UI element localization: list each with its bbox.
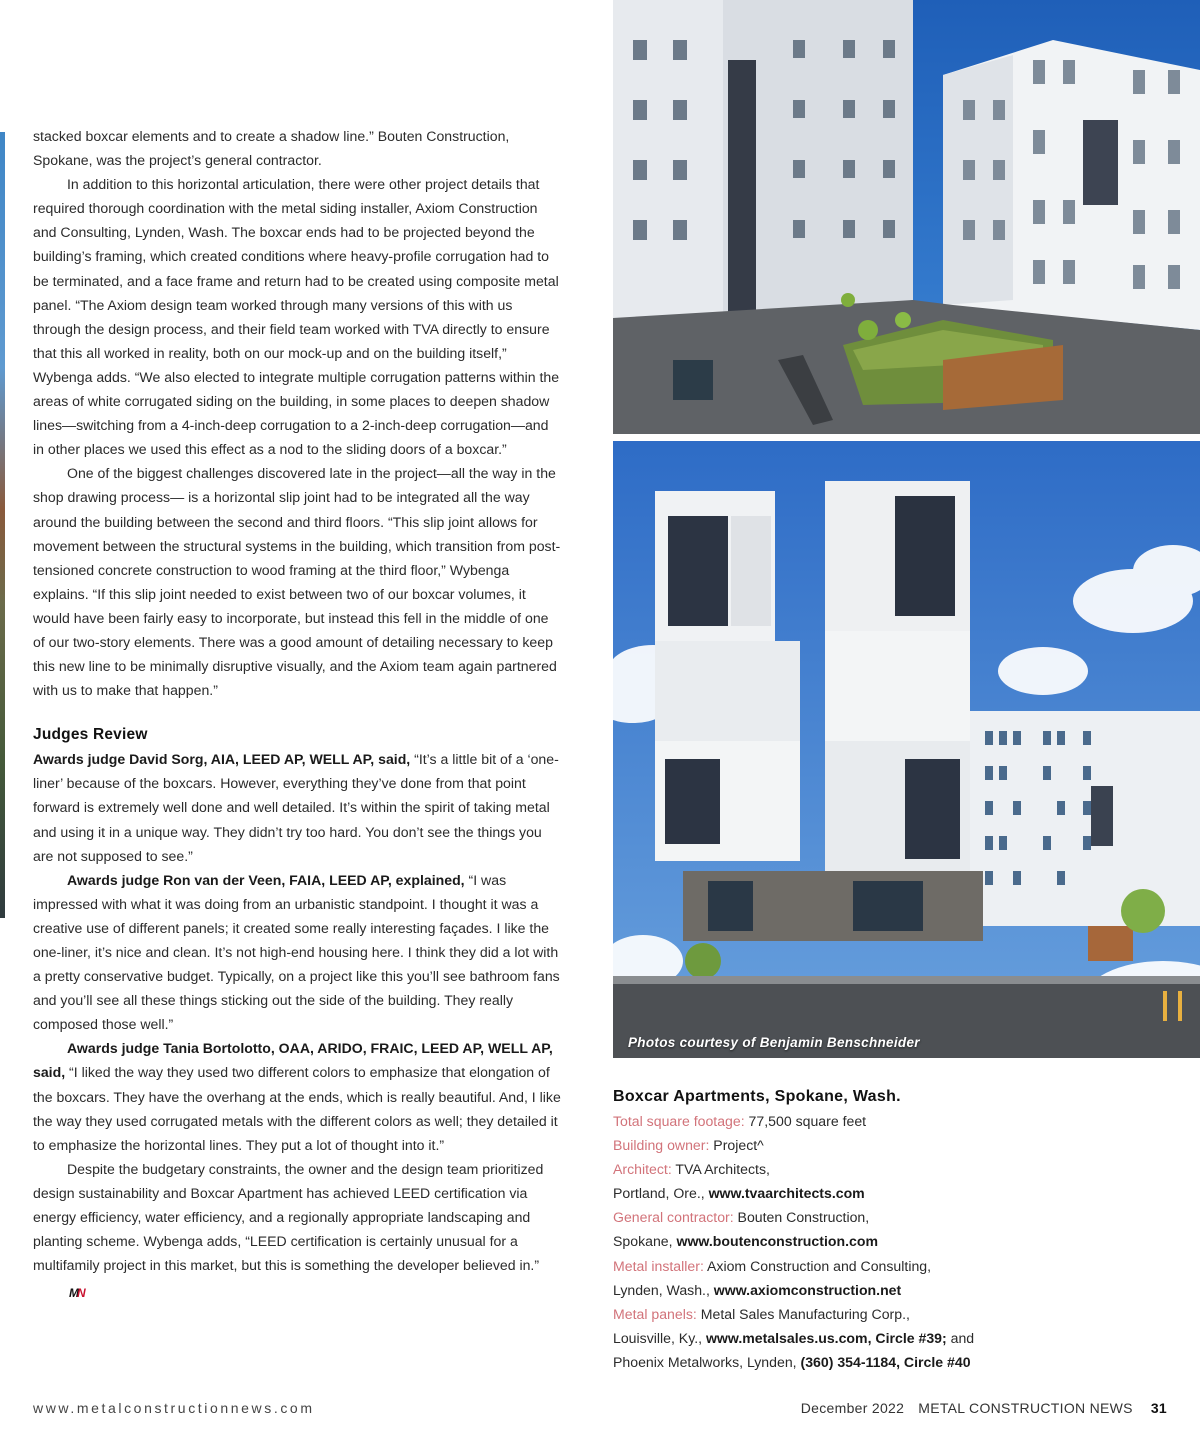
article-paragraph-final xyxy=(33,1157,563,1306)
info-row-building-owner: Building owner: Project^ xyxy=(613,1137,764,1154)
footer-website: www.metalconstructionnews.com xyxy=(33,1400,315,1416)
previous-page-photo-edge xyxy=(0,132,5,918)
project-title: Boxcar Apartments, Spokane, Wash. xyxy=(613,1088,901,1105)
info-row-panels-location: Louisville, Ky., www.metalsales.us.com, Circle #39; and xyxy=(613,1329,975,1346)
end-mark-logo: MN xyxy=(69,1286,84,1301)
info-row-gc-location: Spokane, www.boutenconstruction.com xyxy=(613,1233,878,1250)
article-paragraph: In addition to this horizontal articulation, there were other project details that required thorough coordination with the metal siding installer, Axiom Construction and Consulting, Lynden, Wash. The boxcar ends had to be projected beyond the building’s framing, which created conditions where heavy-profile corrugation had to be terminated, and a face frame and return had to be created using composite metal panel. “The Axiom design team worked through many versions of this with us through the design process, and their field team worked with TVA directly to ensure that this all worked in reality, both on our mock-up and on the building itself,” Wybenga adds. “We also elected to integrate multiple corrugation patterns within the areas of white corrugated siding on the building, in some places to deepen shadow lines—switching from a 4-inch-deep corrugation to a 2-inch-deep corrugation—and in other places we used this effect as a nod to the sliding doors of a boxcar.” xyxy=(33,176,560,458)
info-row-panels-second-supplier: Phoenix Metalworks, Lynden, (360) 354-1184, Circle #40 xyxy=(613,1353,971,1370)
judge-attribution: Awards judge Tania Bortolotto, OAA, ARIDO, FRAIC, LEED AP, WELL AP, said, xyxy=(33,1040,553,1081)
info-row-square-footage: Total square footage: 77,500 square feet xyxy=(613,1113,867,1129)
footer-publication: METAL CONSTRUCTION NEWS xyxy=(918,1400,1133,1416)
article-final-text: Despite the budgetary constraints, the owner and the design team prioritized design sustainability and Boxcar Apartment has achieved LEED certification via energy efficiency, water efficiency, and a regionally appropriate landscaping and planting scheme. Wybenga adds, “LEED certification is certainly unusual for a multifamily project in this market, but this is something the developer believed in.” xyxy=(33,1160,544,1274)
info-row-architect-location: Portland, Ore., www.tvaarchitects.com xyxy=(613,1185,865,1202)
judge-quote-sorg xyxy=(33,747,563,867)
judge-quote-text: “It’s a little bit of a ‘one-liner’ because of the boxcars. However, everything they’ve done from that point forward is extremely well done and well detailed. It’s within the spirit of taking metal and using it in a unique way. They didn’t try too hard. You don’t see the things you are not supposed to see.” xyxy=(33,751,559,864)
article-paragraph: One of the biggest challenges discovered late in the project—all the way in the shop drawing process— is a horizontal slip joint had to be integrated all the way around the building between the second and third floors. “This slip joint allows for movement between the structural systems in the building, which transition from post-tensioned concrete construction to wood framing at the third floor,” Wybenga explains. “If this slip joint needed to exist between two of our boxcar volumes, it would have been fairly easy to incorporate, but instead this fell in the middle of one of our two-story elements. There was a good amount of detailing necessary to keep this new line to be minimally disruptive visually, and the Axiom team again partnered with us to make that happen.” xyxy=(33,465,561,699)
exterior-photo-image xyxy=(613,441,1200,1058)
footer-date: December 2022 xyxy=(800,1400,905,1416)
panels-website-link[interactable]: www.metalsales.us.com, Circle #39; xyxy=(705,1329,947,1346)
article-body xyxy=(33,124,563,1305)
section-heading: Judges Review xyxy=(33,726,148,744)
info-row-installer-location: Lynden, Wash., www.axiomconstruction.net xyxy=(613,1281,902,1298)
installer-website-link[interactable]: www.axiomconstruction.net xyxy=(713,1281,902,1298)
project-info-box xyxy=(613,1085,1033,1374)
footer-info xyxy=(801,1400,1167,1416)
judge-quote-text: “I liked the way they used two different colors to emphasize that elongation of the boxcars. They have the overhang at the ends, which is really beautiful. And, I like the way they used corrugated metals with the different colors as well; they detailed it to emphasize the horizontal lines. They put a lot of thought into it.” xyxy=(33,1064,561,1153)
judge-attribution: Awards judge David Sorg, AIA, LEED AP, WELL AP, said, xyxy=(33,751,411,768)
courtyard-photo xyxy=(613,0,1200,434)
exterior-photo xyxy=(613,441,1200,1058)
panels2-contact: (360) 354-1184, Circle #40 xyxy=(800,1353,971,1370)
gc-website-link[interactable]: www.boutenconstruction.com xyxy=(676,1233,878,1250)
info-row-architect: Architect: TVA Architects, xyxy=(613,1161,770,1178)
info-row-metal-installer: Metal installer: Axiom Construction and Consulting, xyxy=(613,1257,932,1274)
judge-quote-van-der-veen xyxy=(33,868,563,1037)
photo-credit: Photos courtesy of Benjamin Benschneider xyxy=(628,1035,920,1050)
architect-website-link[interactable]: www.tvaarchitects.com xyxy=(708,1185,865,1202)
info-row-metal-panels: Metal panels: Metal Sales Manufacturing Corp., xyxy=(613,1305,910,1322)
judge-quote-bortolotto xyxy=(33,1036,563,1156)
page-number: 31 xyxy=(1150,1400,1167,1416)
courtyard-photo-image xyxy=(613,0,1200,434)
article-paragraph: stacked boxcar elements and to create a shadow line.” Bouten Construction, Spokane, was the project’s general contractor. xyxy=(33,128,510,169)
info-row-general-contractor: General contractor: Bouten Construction, xyxy=(613,1209,870,1226)
judge-attribution: Awards judge Ron van der Veen, FAIA, LEED AP, explained, xyxy=(67,871,465,888)
judge-quote-text: “I was impressed with what it was doing from an urbanistic standpoint. I thought it was a creative use of different panels; it created some really interesting façades. I like the one-liner, it’s nice and clean. It’s not high-end housing here. I think they did a lot with a pretty conservative budget. Typically, on a project like this you’ll see bathroom fans and you’ll see all these things sticking out the side of the building. They really composed those well.” xyxy=(33,871,560,1033)
